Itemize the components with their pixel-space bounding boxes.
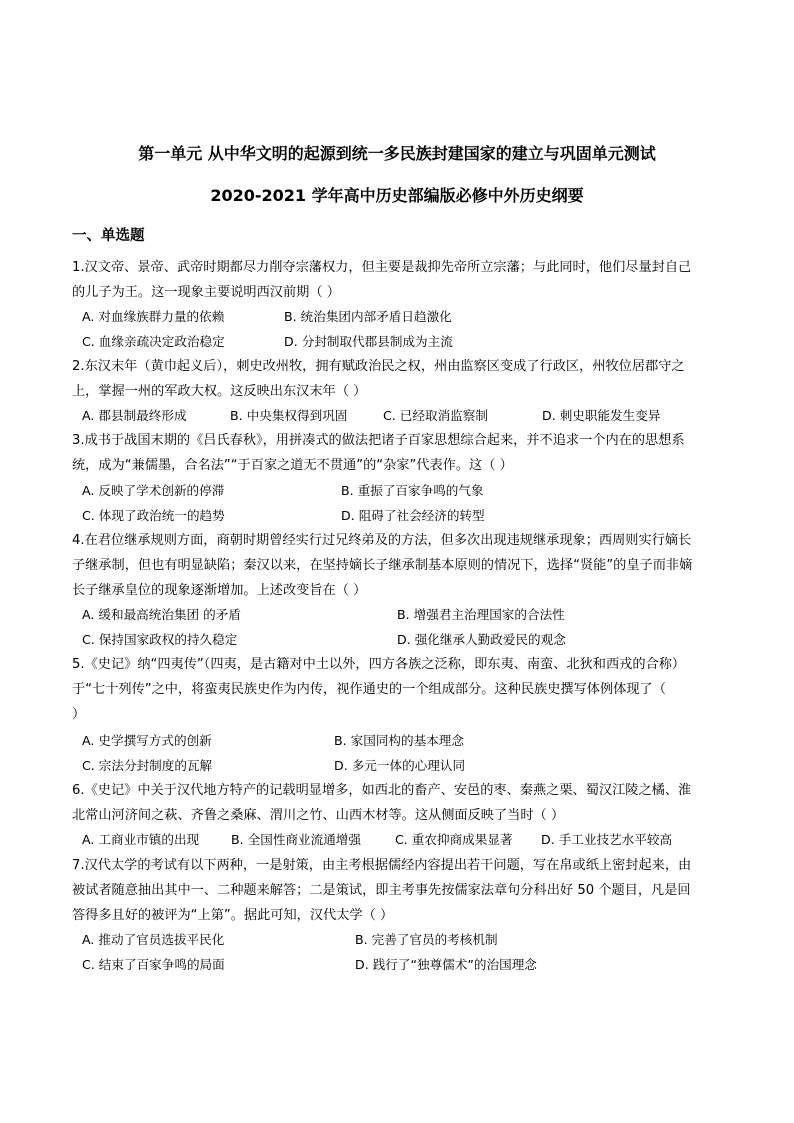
question-line: 4.在君位继承规则方面，商朝时期曾经实行过兄终弟及的方法，但多次出现违规继承现象；西周则实行嫡长 — [72, 533, 692, 548]
option-d: D. 分封制取代郡县制成为主流 — [284, 334, 453, 349]
question-line: 子继承制，但也有明显缺陷；秦汉以来，在坚持嫡长子继承制基本原则的情况下，选择“贤能”的皇子而非嫡 — [72, 558, 693, 573]
option-d: D. 强化继承人勤政爱民的观念 — [397, 632, 566, 647]
option-a: A. 郡县制最终形成 — [82, 408, 187, 423]
option-b: B. 家国同构的基本理念 — [334, 733, 464, 748]
option-a: A. 史学撰写方式的创新 — [82, 733, 212, 748]
option-a: A. 缓和最高统治集团 的矛盾 — [82, 607, 241, 622]
question-line: 长子继承皇位的现象逐渐增加。上述改变旨在（ ） — [72, 583, 367, 598]
option-d: D. 手工业技艺水平较高 — [541, 832, 673, 847]
option-c: C. 宗法分封制度的瓦解 — [82, 758, 213, 773]
option-d: D. 刺史职能发生变异 — [542, 408, 661, 423]
question-line: 答得多且好的被评为“上第”。据此可知，汉代太学（ ） — [72, 908, 394, 923]
question-5 — [72, 652, 724, 727]
question-line: 7.汉代太学的考试有以下两种，一是射策，由主考根据儒经内容提出若干问题，写在帛或纸上密封起来，由 — [72, 858, 692, 873]
option-b: B. 全国性商业流通增强 — [231, 832, 361, 847]
option-c: C. 结束了百家争鸣的局面 — [82, 957, 225, 972]
question-line: 统，成为“兼儒墨，合名法”“于百家之道无不贯通”的“杂家”代表作。这（ ） — [72, 458, 513, 473]
document-subtitle: 2020-2021 学年高中历史部编版必修中外历史纲要 — [210, 186, 584, 205]
option-c: C. 血缘亲疏决定政治稳定 — [82, 334, 225, 349]
question-line: 2.东汉末年（黄巾起义后），刺史改州牧，拥有赋政治民之权，州由监察区变成了行政区，州牧位居郡守之 — [72, 359, 685, 374]
option-c: C. 体现了政治统一的趋势 — [82, 508, 225, 523]
option-b: B. 中央集权得到巩固 — [230, 408, 348, 423]
question-line: 上，掌握一州的军政大权。这反映出东汉末年（ ） — [72, 384, 367, 399]
option-d: D. 践行了“独尊儒术”的治国理念 — [355, 957, 537, 972]
question-3 — [72, 428, 724, 478]
option-b: B. 增强君主治理国家的合法性 — [397, 607, 565, 622]
option-a: A. 反映了学术创新的停滞 — [82, 483, 225, 498]
option-a: A. 推动了官员选拔平民化 — [82, 932, 225, 947]
question-2 — [72, 354, 724, 404]
option-c: C. 重农抑商成果显著 — [395, 832, 513, 847]
document-title: 第一单元 从中华文明的起源到统一多民族封建国家的建立与巩固单元测试 — [138, 144, 656, 163]
option-d: D. 多元一体的心理认同 — [334, 758, 466, 773]
question-line: 5.《史记》纳“四夷传”（四夷，是古籍对中土以外，四方各族之泛称，即东夷、南蛮、北狄和西戎的合称） — [72, 657, 686, 672]
option-b: B. 重振了百家争鸣的气象 — [341, 483, 484, 498]
question-line: 的儿子为王。这一现象主要说明西汉前期（ ） — [72, 285, 340, 300]
question-6 — [72, 778, 724, 828]
question-line: 6.《史记》中关于汉代地方特产的记载明显增多，如西北的畜产、安邑的枣、秦燕之栗、蜀汉江陵之橘、淮 — [72, 783, 692, 798]
question-line: 被试者随意抽出其中一、二种题来解答；二是策试，即主考事先按儒家法章句分科出好 50 个题目，凡是回 — [72, 883, 691, 898]
option-c: C. 已经取消监察制 — [383, 408, 488, 423]
option-a: A. 工商业市镇的出现 — [82, 832, 200, 847]
question-4 — [72, 528, 724, 603]
question-line: 北常山河济间之萩、齐鲁之桑麻、渭川之竹、山西木材等。这从侧面反映了当时（ ） — [72, 808, 565, 823]
question-1 — [72, 255, 724, 305]
question-line: 于“七十列传”之中，将蛮夷民族史作为内传，视作通史的一个组成部分。这种民族史撰写体例体现了（ — [72, 682, 666, 697]
question-line: 3.成书于战国末期的《吕氏春秋》，用拼凑式的做法把诸子百家思想综合起来，并不追求一个内在的思想系 — [72, 433, 685, 448]
question-7 — [72, 853, 724, 928]
section-heading: 一、单选题 — [72, 228, 145, 244]
option-b: B. 统治集团内部矛盾日趋激化 — [284, 309, 452, 324]
option-c: C. 保持国家政权的持久稳定 — [82, 632, 238, 647]
question-line: 1.汉文帝、景帝、武帝时期都尽力削夺宗藩权力，但主要是裁抑先帝所立宗藩；与此同时，他们尽量封自己 — [72, 260, 692, 275]
option-b: B. 完善了官员的考核机制 — [355, 932, 498, 947]
option-a: A. 对血缘族群力量的依赖 — [82, 309, 225, 324]
question-line: ） — [72, 707, 86, 722]
option-d: D. 阻碍了社会经济的转型 — [341, 508, 485, 523]
